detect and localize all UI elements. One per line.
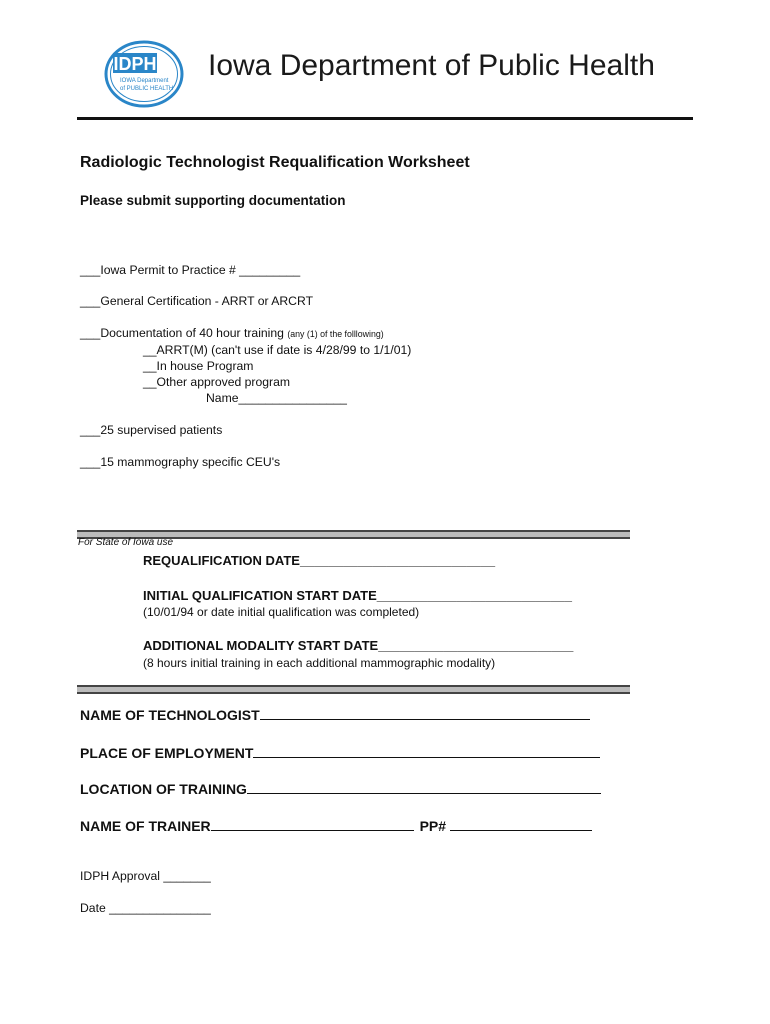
technologist-name-label: NAME OF TECHNOLOGIST (80, 707, 260, 723)
form-subtitle: Please submit supporting documentation (80, 193, 346, 208)
item-arrt[interactable]: __ARRT(M) (can't use if date is 4/28/99 to 1/1/01) (143, 343, 412, 357)
technologist-name-blank[interactable] (260, 718, 590, 720)
trainer-blank[interactable] (211, 829, 414, 831)
approval-date-field[interactable]: Date _______________ (80, 901, 211, 915)
item-permit[interactable]: ___Iowa Permit to Practice # _________ (80, 263, 301, 277)
item-general-cert[interactable]: ___General Certification - ARRT or ARCRT (80, 294, 314, 308)
logo-sub2: of PUBLIC HEALTH (120, 86, 174, 92)
idph-logo (104, 40, 184, 108)
pp-blank[interactable] (450, 829, 592, 831)
training-location-blank[interactable] (247, 792, 601, 794)
form-title: Radiologic Technologist Requalification Worksheet (80, 154, 470, 171)
employment-label: PLACE OF EMPLOYMENT (80, 745, 254, 761)
state-use-label: For State of Iowa use (78, 537, 174, 548)
item-documentation-note: (any (1) of the folllowing) (287, 329, 384, 339)
idph-approval-field[interactable]: IDPH Approval _______ (80, 869, 211, 883)
logo-text: IDPH (113, 54, 157, 74)
requalification-date-field[interactable]: REQUALIFICATION DATE___________________________ (143, 553, 496, 568)
training-location-row[interactable] (80, 781, 601, 797)
item-documentation[interactable] (80, 326, 384, 340)
additional-modality-note: (8 hours initial training in each additional mammographic modality) (143, 656, 496, 670)
additional-modality-date-field[interactable]: ADDITIONAL MODALITY START DATE___________________________ (143, 638, 574, 653)
employment-row[interactable] (80, 745, 600, 761)
technologist-name-row[interactable] (80, 707, 590, 723)
header-divider (77, 117, 693, 120)
trainer-row[interactable] (80, 818, 592, 834)
employment-blank[interactable] (253, 756, 600, 758)
trainer-label: NAME OF TRAINER (80, 818, 211, 834)
initial-start-note: (10/01/94 or date initial qualification was completed) (143, 605, 420, 619)
item-program-name[interactable]: Name________________ (206, 391, 347, 405)
state-use-bottom-divider (77, 685, 630, 694)
item-inhouse[interactable]: __In house Program (143, 359, 254, 373)
item-documentation-label: ___Documentation of 40 hour training (80, 326, 284, 340)
agency-title: Iowa Department of Public Health (208, 49, 655, 82)
item-supervised[interactable]: ___25 supervised patients (80, 423, 223, 437)
pp-label: PP# (419, 818, 447, 834)
initial-start-date-field[interactable]: INITIAL QUALIFICATION START DATE___________________________ (143, 588, 572, 603)
logo-sub1: IOWA Department (120, 78, 169, 84)
item-ceus[interactable]: ___15 mammography specific CEU's (80, 455, 281, 469)
item-other[interactable]: __Other approved program (143, 375, 291, 389)
training-location-label: LOCATION OF TRAINING (80, 781, 247, 797)
